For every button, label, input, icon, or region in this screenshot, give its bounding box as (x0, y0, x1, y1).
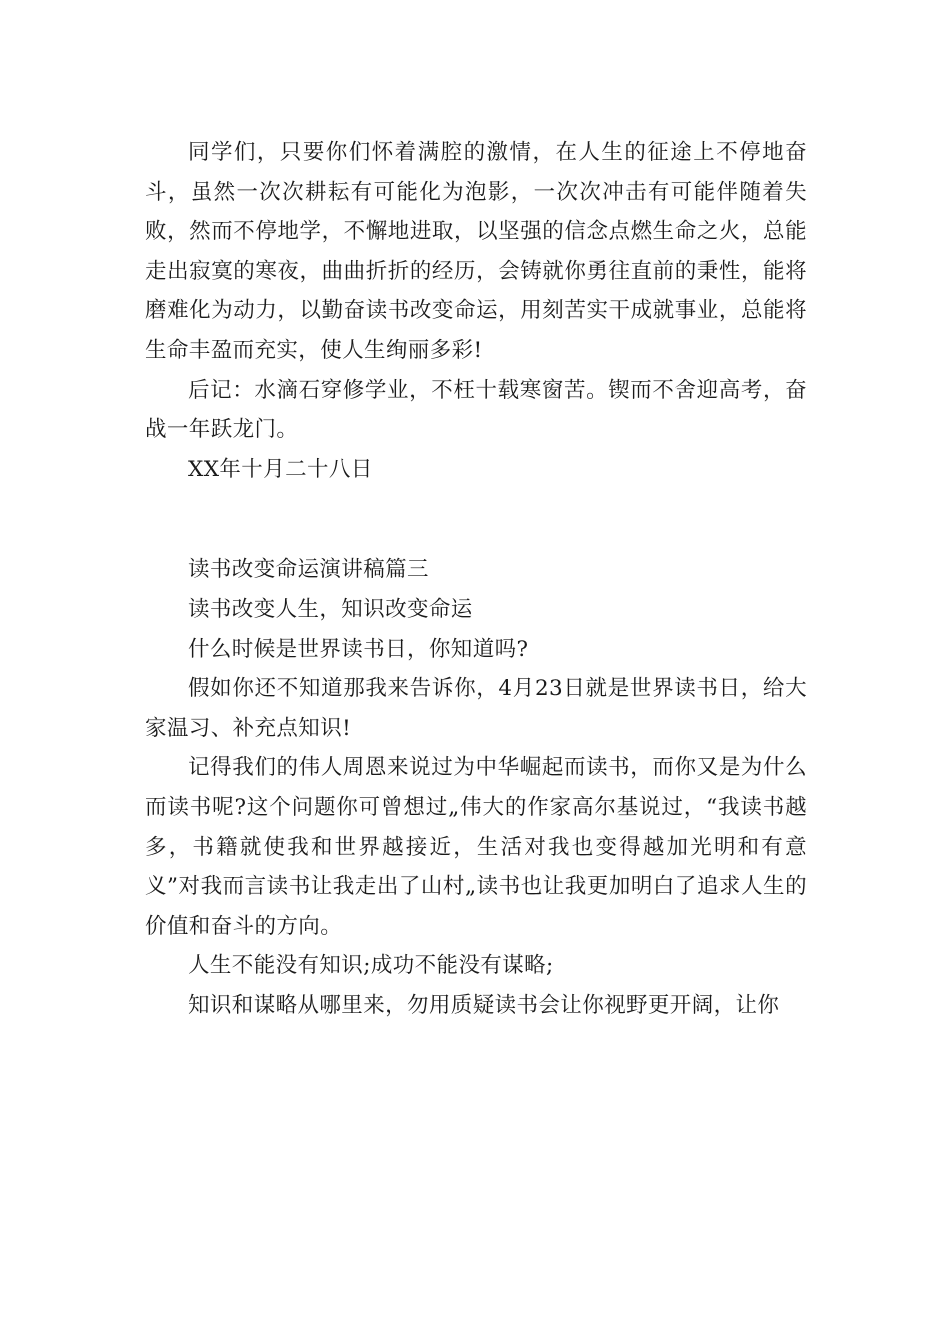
document-body (145, 133, 807, 1025)
paragraph-question: 什么时候是世界读书日，你知道吗? (188, 636, 529, 662)
paragraph-reading-day: 假如你还不知道那我来告诉你，4月23日就是世界读书日，给大家温习、补充点知识! (145, 676, 807, 741)
paragraph-strategy: 知识和谋略从哪里来，勿用质疑读书会让你视野更开阔，让你 (188, 992, 780, 1018)
section-title: 读书改变命运演讲稿篇三 (188, 557, 429, 583)
paragraph-date: XX年十月二十八日 (188, 456, 373, 482)
paragraph-knowledge: 人生不能没有知识;成功不能没有谋略; (188, 953, 554, 979)
paragraph-subtitle: 读书改变人生，知识改变命运 (188, 596, 473, 622)
paragraph-postscript: 后记：水滴石穿修学业，不枉十载寒窗苦。锲而不舍迎高考，奋战一年跃龙门。 (145, 377, 807, 443)
section-gap (145, 489, 807, 550)
paragraph-why-read: 记得我们的伟人周恩来说过为中华崛起而读书，而你又是为什么而读书呢?这个问题你可曾想过„伟大的作家高尔基说过，“我读书越多，书籍就使我和世界越接近，生活对我也变得越加光明和有意义”对我而言读书让我走出了山村„读书也让我更加明白了追求人生的价值和奋斗的方向。 (145, 755, 807, 939)
paragraph-encouragement: 同学们，只要你们怀着满腔的激情，在人生的征途上不停地奋斗，虽然一次次耕耘有可能化为泡影，一次次冲击有可能伴随着失败，然而不停地学，不懈地进取，以坚强的信念点燃生命之火，总能走出寂寞的寒夜，曲曲折折的经历，会铸就你勇往直前的秉性，能将磨难化为动力，以勤奋读书改变命运，用刻苦实干成就事业，总能将生命丰盈而充实，使人生绚丽多彩! (145, 140, 807, 363)
